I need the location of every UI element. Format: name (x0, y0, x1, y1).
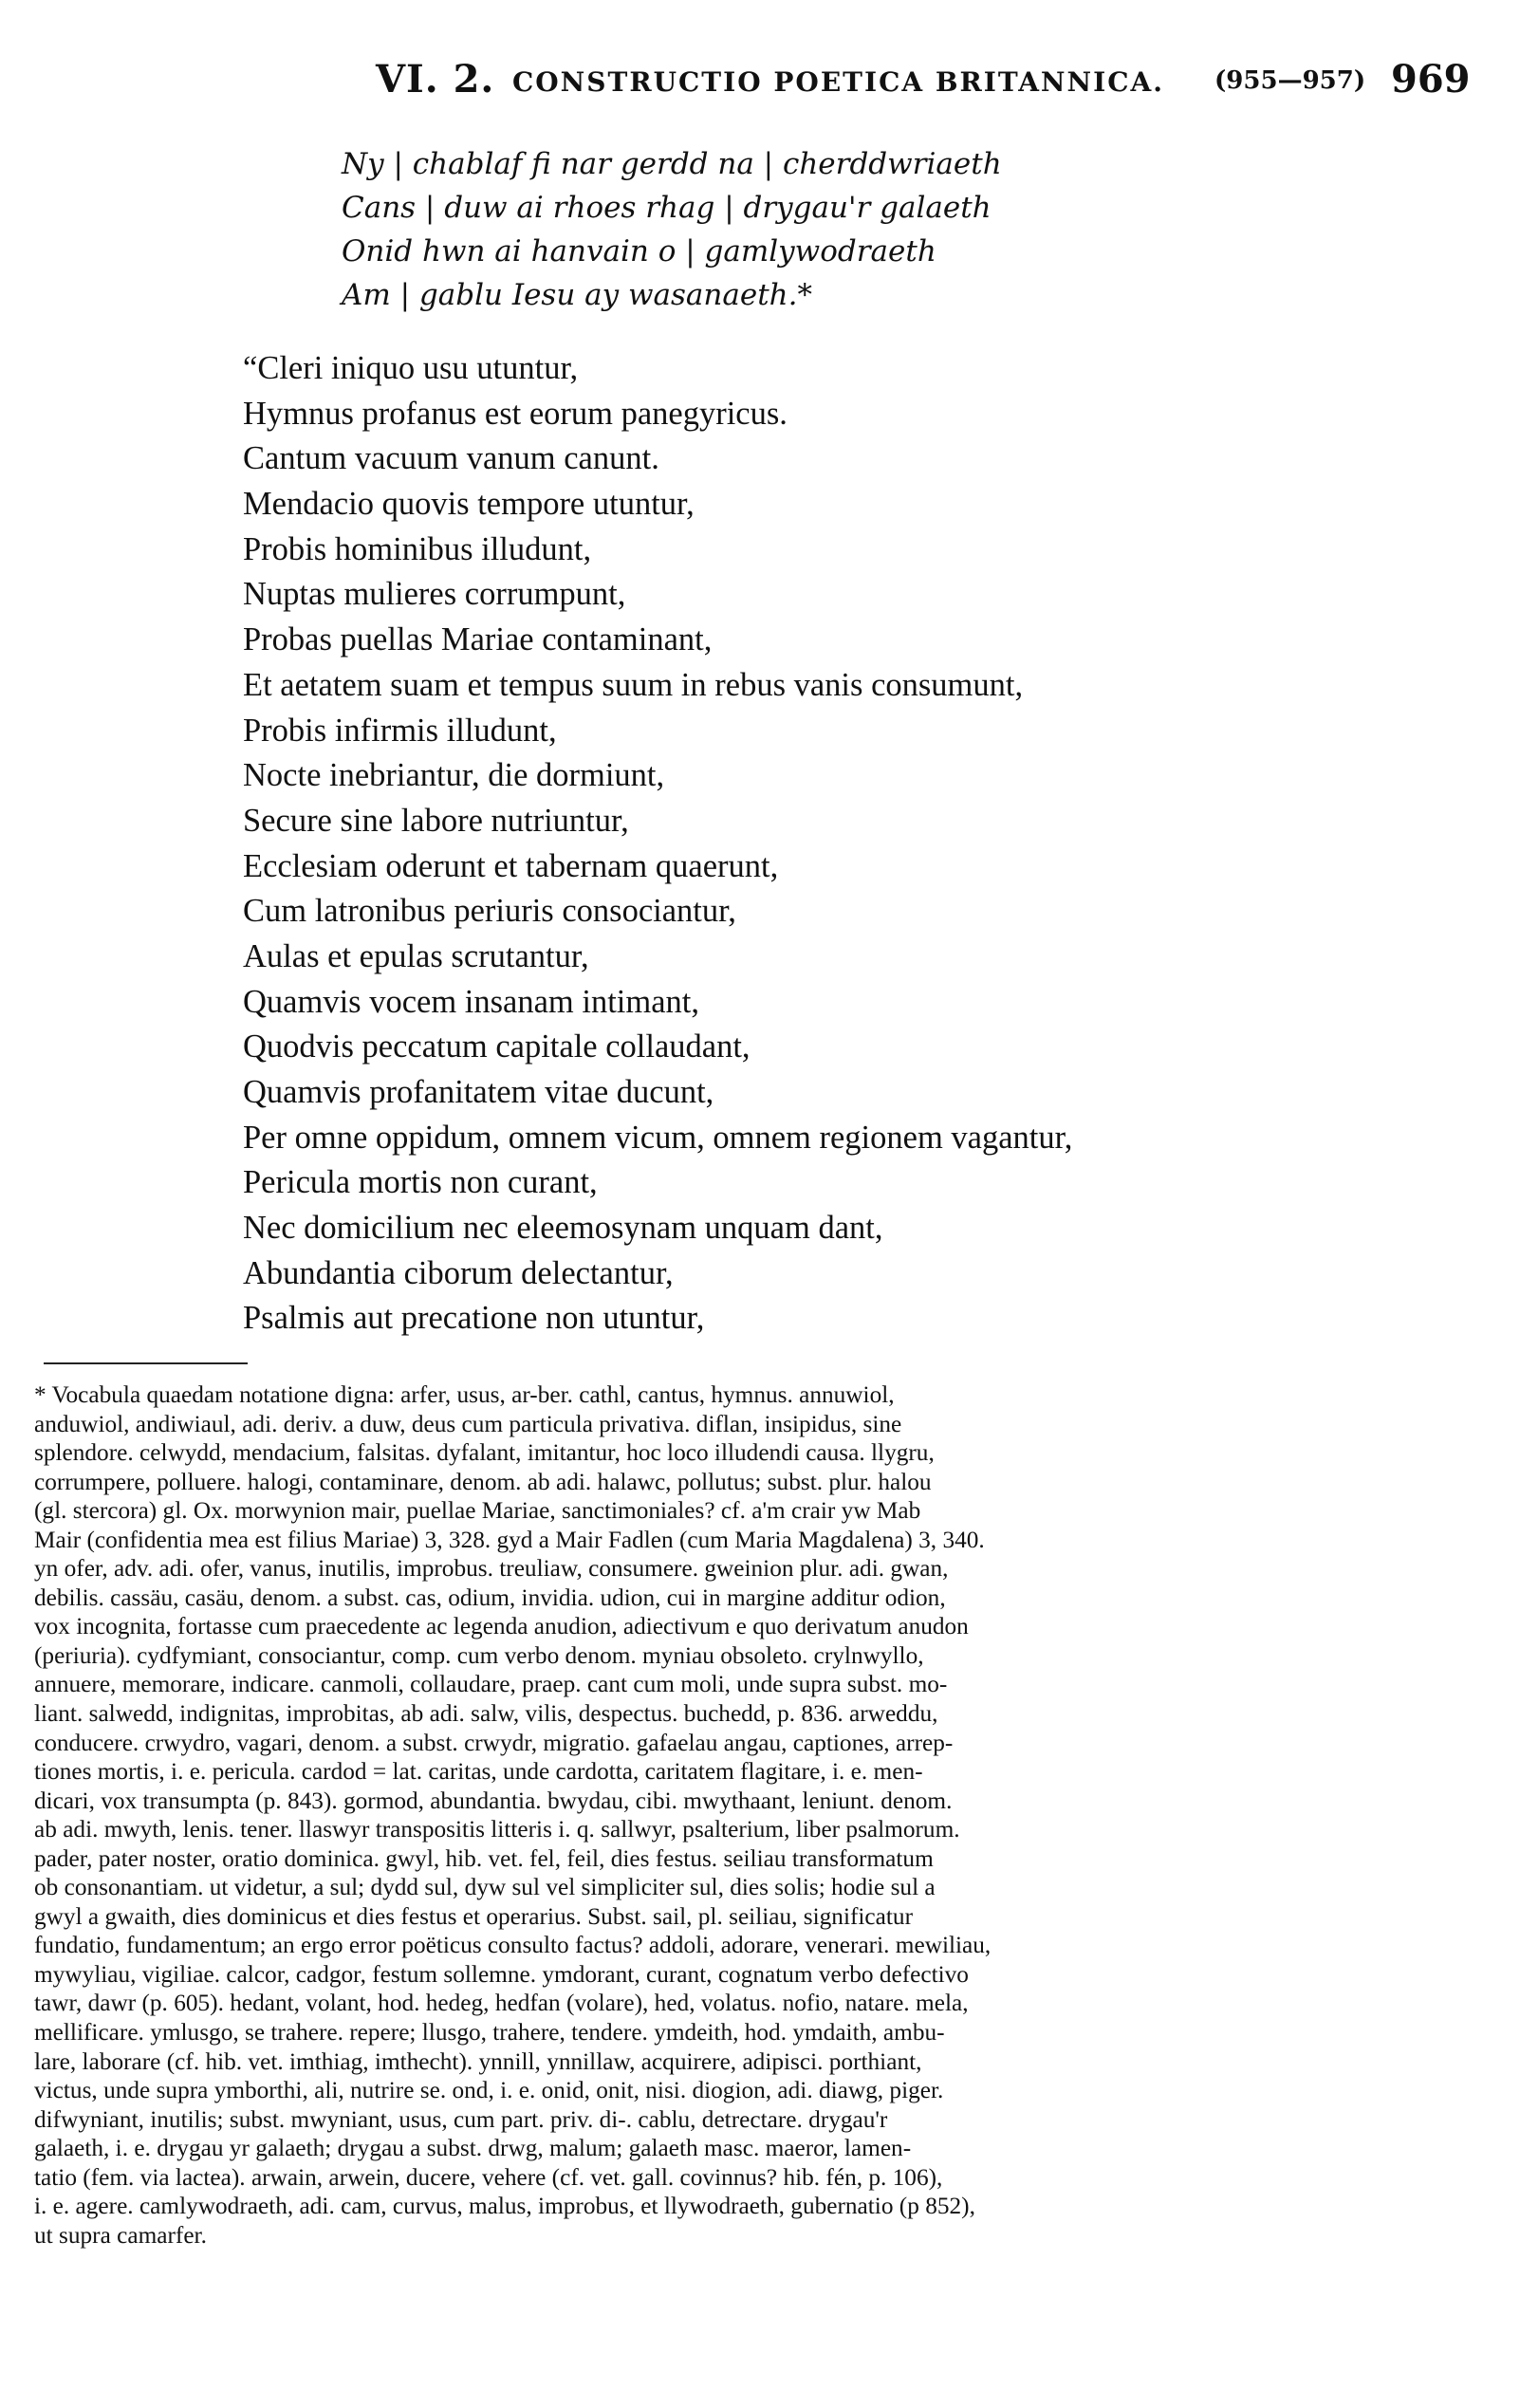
latin-verse-line: Per omne oppidum, omnem vicum, omnem regionem vagantur, (243, 1119, 1073, 1156)
footnote-line: yn ofer, adv. adi. ofer, vanus, inutilis, improbus. treuliaw, consumere. gweinion plur. adi. gwan, (34, 1555, 949, 1583)
footnote-line: pader, pater noster, oratio dominica. gwyl, hib. vet. fel, feil, dies festus. seiliau transformatum (34, 1844, 934, 1872)
latin-verse-line: Hymnus profanus est eorum panegyricus. (243, 395, 788, 432)
footnote-line: ut supra camarfer. (34, 2221, 207, 2249)
page-number: 969 (1391, 57, 1471, 102)
footnote-line: (gl. stercora) gl. Ox. morwynion mair, puellae Mariae, sanctimoniales? cf. a'm crair yw Mab (34, 1497, 921, 1525)
welsh-verse-line: Cans | duw ai rhoes rhag | drygau'r galaeth (342, 191, 992, 225)
latin-verse-line: Quodvis peccatum capitale collaudant, (243, 1028, 751, 1065)
latin-verse-line: Quamvis profanitatem vitae ducunt, (243, 1074, 714, 1110)
footnote-line: (periuria). cydfymiant, consociantur, comp. cum verbo denom. myniau obsoleto. crylnwyllo, (34, 1641, 924, 1669)
footnote-line: difwyniant, inutilis; subst. mwyniant, usus, cum part. priv. di-. cablu, detrectare. drygau'r (34, 2105, 888, 2133)
footnote-line: tawr, dawr (p. 605). hedant, volant, hod. hedeg, hedfan (volare), hed, volatus. nofio, natare. mela, (34, 1990, 969, 2017)
latin-verse-line: Psalmis aut precatione non utuntur, (243, 1300, 705, 1337)
footnote-line: ab adi. mwyth, lenis. tener. llaswyr transpositis litteris i. q. sallwyr, psalterium, liber psalmorum. (34, 1816, 960, 1843)
latin-verse-line: Cum latronibus periuris consociantur, (243, 893, 736, 930)
welsh-verse-line: Am | gablu Iesu ay wasanaeth.* (342, 278, 812, 312)
footnote-line: splendore. celwydd, mendacium, falsitas. dyfalant, imitantur, hoc loco illudendi causa. llygru, (34, 1439, 935, 1467)
footnote-separator (44, 1362, 248, 1364)
footnote-line: liant. salwedd, indignitas, improbitas, ab adi. salw, vilis, despectus. buchedd, p. 836. arweddu, (34, 1700, 938, 1728)
footnote-line: annuere, memorare, indicare. canmoli, collaudare, praep. cant cum moli, unde supra subst. mo- (34, 1671, 948, 1698)
footnote-line: tiones mortis, i. e. pericula. cardod = lat. caritas, unde cardotta, caritatem flagitare, i. e. men- (34, 1758, 923, 1786)
footnote-line: dicari, vox transumpta (p. 843). gormod, abundantia. bwydau, cibi. mwythaant, leniunt. denom. (34, 1787, 953, 1814)
welsh-verse-line: Ny | chablaf fi nar gerdd na | cherddwriaeth (342, 147, 1002, 181)
footnote-line: mywyliau, vigiliae. calcor, cadgor, festum sollemne. ymdorant, curant, cognatum verbo defectivo (34, 1960, 969, 1988)
footnote-line: ob consonantiam. ut videtur, a sul; dydd sul, dyw sul vel simpliciter sul, dies solis; hodie sul a (34, 1874, 936, 1901)
latin-translation (243, 346, 1476, 1342)
latin-verse-line: Cantum vacuum vanum canunt. (243, 440, 659, 477)
footnote-line: debilis. cassäu, casäu, denom. a subst. cas, odium, invidia. udion, cui in margine additur odion, (34, 1584, 946, 1611)
running-header (0, 57, 1520, 114)
section-number: VI. 2. (376, 57, 495, 102)
running-title: CONSTRUCTIO POETICA BRITANNICA. (512, 66, 1164, 98)
latin-verse-line: Quamvis vocem insanam intimant, (243, 983, 699, 1020)
latin-verse-line: Nec domicilium nec eleemosynam unquam dant, (243, 1210, 883, 1247)
latin-verse-line: Abundantia ciborum delectantur, (243, 1254, 674, 1291)
welsh-verse (342, 142, 1385, 317)
latin-verse-line: Probas puellas Mariae contaminant, (243, 621, 713, 658)
welsh-verse-line: Onid hwn ai hanvain o | gamlywodraeth (342, 234, 936, 269)
latin-verse-line: Nocte inebriantur, die dormiunt, (243, 757, 665, 794)
footnote-line: i. e. agere. camlywodraeth, adi. cam, curvus, malus, improbus, et llywodraeth, gubernatio (p 852), (34, 2193, 975, 2220)
latin-verse-line: Et aetatem suam et tempus suum in rebus vanis consumunt, (243, 666, 1024, 703)
footnote-line: tatio (fem. via lactea). arwain, arwein, ducere, vehere (cf. vet. gall. covinnus? hib. fén, p. 106), (34, 2163, 943, 2191)
footnote-line: lare, laborare (cf. hib. vet. imthiag, imthecht). ynnill, ynnillaw, acquirere, adipisci. porthiant, (34, 2047, 922, 2075)
footnote-line: victus, unde supra ymborthi, ali, nutrire se. ond, i. e. onid, onit, nisi. diogion, adi. diawg, piger. (34, 2077, 944, 2104)
latin-verse-line: Pericula mortis non curant, (243, 1164, 598, 1201)
latin-verse-line: Nuptas mulieres corrumpunt, (243, 576, 626, 613)
footnote-line: * Vocabula quaedam notatione digna: arfer, usus, ar-ber. cathl, cantus, hymnus. annuwiol, (34, 1381, 895, 1408)
footnote-line: gwyl a gwaith, dies dominicus et dies festus et operarius. Subst. sail, pl. seiliau, significatur (34, 1902, 913, 1930)
footnote-line: corrumpere, polluere. halogi, contaminare, denom. ab adi. halawc, pollutus; subst. plur. halou (34, 1468, 932, 1495)
latin-verse-line: Ecclesiam oderunt et tabernam quaerunt, (243, 847, 779, 884)
latin-verse-line: Probis infirmis illudunt, (243, 712, 557, 749)
latin-verse-line: Secure sine labore nutriuntur, (243, 802, 629, 839)
footnote-line: Mair (confidentia mea est filius Mariae) 3, 328. gyd a Mair Fadlen (cum Maria Magdalena) 3, 340. (34, 1526, 985, 1553)
footnote-line: galaeth, i. e. drygau yr galaeth; drygau a subst. drwg, malum; galaeth masc. maeror, lamen- (34, 2135, 912, 2162)
footnote-line: anduwiol, andiwiaul, adi. deriv. a duw, deus cum particula privativa. diflan, insipidus, sine (34, 1410, 902, 1437)
footnote (34, 1380, 1484, 2250)
footnote-line: fundatio, fundamentum; an ergo error poëticus consulto factus? addoli, adorare, venerari. mewiliau, (34, 1932, 992, 1959)
footnote-line: mellificare. ymlusgo, se trahere. repere; llusgo, trahere, tendere. ymdeith, hod. ymdaith, ambu- (34, 2019, 945, 2047)
footnote-line: conducere. crwydro, vagari, denom. a subst. crwydr, migratio. gafaelau angau, captiones, arrep- (34, 1729, 954, 1756)
footnote-line: vox incognita, fortasse cum praecedente ac legenda anudion, adiectivum e quo derivatum anudon (34, 1613, 969, 1640)
latin-verse-line: Aulas et epulas scrutantur, (243, 937, 589, 974)
paragraph-range: (955—957) (1214, 66, 1366, 95)
latin-verse-line: “Cleri iniquo usu utuntur, (243, 350, 579, 386)
latin-verse-line: Mendacio quovis tempore utuntur, (243, 486, 695, 523)
latin-verse-line: Probis hominibus illudunt, (243, 530, 592, 567)
